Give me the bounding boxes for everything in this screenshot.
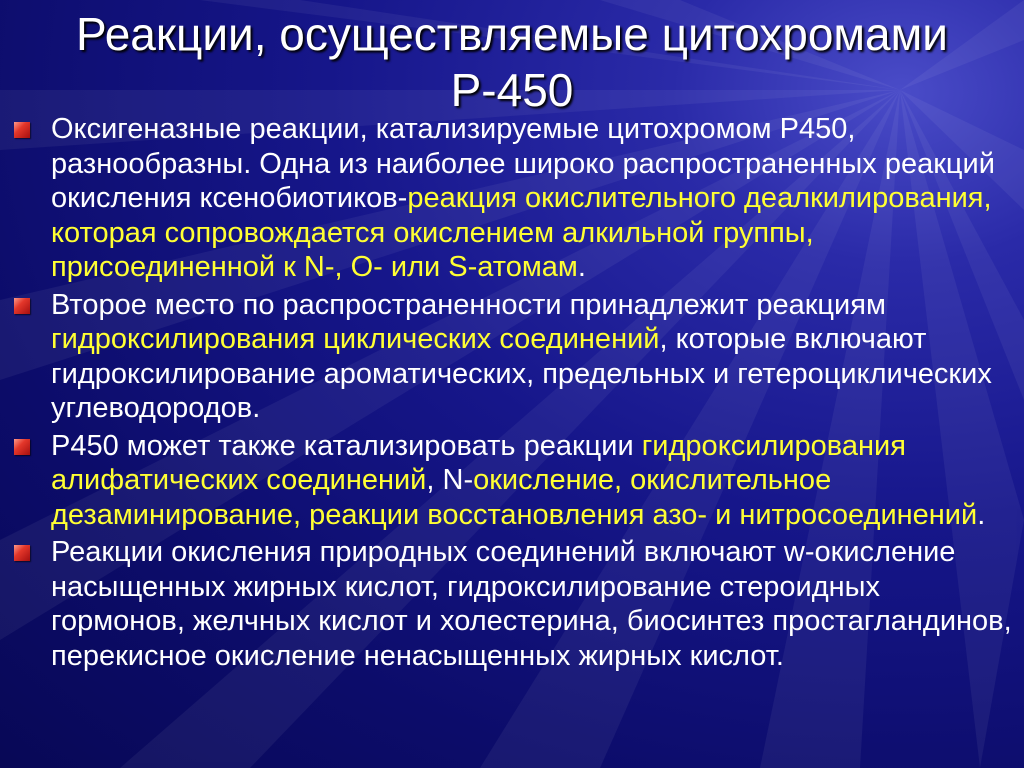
highlighted-text: гидроксилирования циклических соединений bbox=[51, 323, 660, 355]
bullet-text: , которые включают гидроксилирование ароматических, предельных и гетероциклических углеводородов. bbox=[51, 323, 992, 424]
bullet-item bbox=[14, 535, 1020, 673]
highlighted-text: окисление, окислительное дезаминирование, реакции восстановления азо- и нитросоединений bbox=[51, 464, 978, 531]
bullet-square-icon bbox=[14, 298, 30, 314]
slide-title-line-2: Р-450 bbox=[450, 64, 574, 116]
bullet-text: Второе место по распространенности принадлежит реакциям bbox=[51, 288, 886, 321]
bullet-text: . bbox=[577, 251, 586, 283]
bullet-text: Р450 может также катализировать реакции bbox=[51, 429, 642, 462]
highlighted-text: гидроксилирования алифатических соединений bbox=[51, 429, 906, 496]
bullet-text: , N- bbox=[426, 464, 474, 496]
bullet-text: . bbox=[977, 498, 986, 531]
slide-title bbox=[0, 6, 1024, 118]
bullet-text: Реакции окисления природных соединений включают w-окисление насыщенных жирных кислот, гидроксилирование стероидных гормонов, желчных кислот и холестерина, биосинтез простагландинов, перекисное окисление ненасыщенных жирных кислот. bbox=[51, 536, 1012, 672]
bullet-list bbox=[14, 112, 1020, 676]
bullet-text: Оксигеназные реакции, катализируемые цитохромом Р450, разнообразны. Одна из наиболее широко распространенных реакций окисления ксенобиотиков- bbox=[51, 113, 995, 214]
bullet-square-icon bbox=[14, 545, 30, 561]
bullet-item bbox=[14, 429, 1020, 533]
bullet-item bbox=[14, 112, 1020, 285]
bullet-square-icon bbox=[14, 439, 30, 455]
highlighted-text: реакция окислительного деалкилирования, которая сопровождается окислением алкильной группы, присоединенной к N-, О- или S-атомам bbox=[51, 182, 992, 283]
bullet-square-icon bbox=[14, 122, 30, 138]
bullet-item bbox=[14, 288, 1020, 426]
slide-title-line-1: Реакции, осуществляемые цитохромами bbox=[76, 8, 948, 60]
